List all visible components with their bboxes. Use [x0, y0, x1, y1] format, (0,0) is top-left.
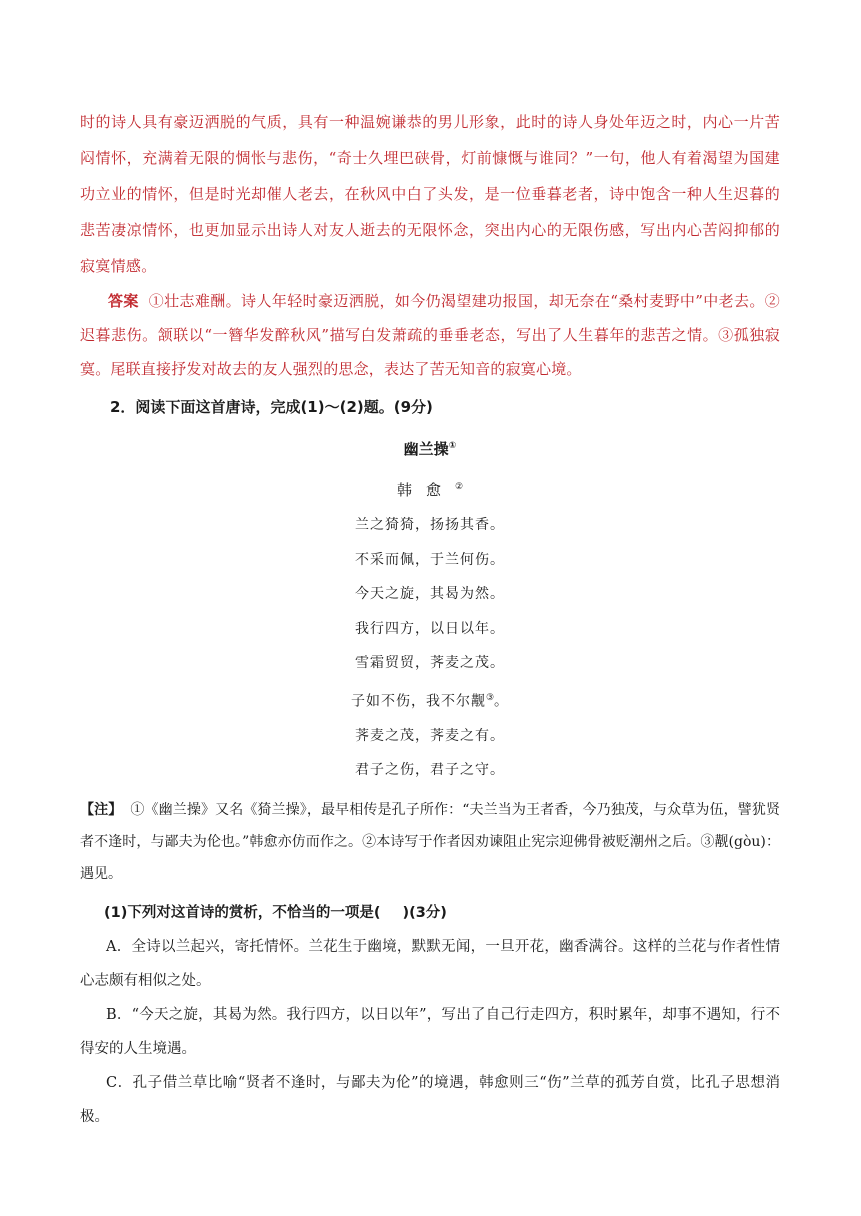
poem-author-text: 韩愈 — [396, 481, 455, 499]
sub-question-1 — [80, 896, 780, 930]
option-a: A．全诗以兰起兴，寄托情怀。兰花生于幽境，默默无闻，一旦开花，幽香满谷。这样的兰花与作者性情心志颇有相似之处。 — [80, 938, 780, 989]
sub-question-points: )(3分) — [402, 904, 447, 921]
poem-line: 君子之伤，君子之守。 — [355, 762, 505, 779]
poem-line-text: 子如不伤，我不尔觏 — [350, 693, 486, 710]
option-c: C．孔子借兰草比喻“贤者不逢时，与鄙夫为伦”的境遇，韩愈则三“伤”兰草的孤芳自赏，比孔子思想消极。 — [80, 1074, 780, 1125]
analysis-paragraph: 时的诗人具有豪迈洒脱的气质，具有一种温婉谦恭的男儿形象，此时的诗人身处年迈之时，内心一片苦闷情怀，充满着无限的惆怅与悲伤，“奇士久埋巴硖骨，灯前慷慨与谁同？”一句，他人有着渴望为国建功立业的情怀，但是时光却催人老去，在秋风中白了头发，是一位垂暮老者，诗中饱含一种人生迟暮的悲苦凄凉情怀，也更加显示出诗人对友人逝去的无限怀念，突出内心的无限伤感，写出内心苦闷抑郁的寂寞情感。 — [80, 113, 780, 275]
poem-line: 我行四方，以日以年。 — [355, 620, 505, 637]
poem-line: 今天之旋，其曷为然。 — [355, 586, 505, 602]
poem-line-footnote-mark: ③ — [485, 692, 495, 703]
question-heading: 2．阅读下面这首唐诗，完成(1)～(2)题。(9分) — [110, 398, 433, 416]
answer-label: 答案 — [108, 292, 139, 310]
option-b: B．“今天之旋，其曷为然。我行四方，以日以年”，写出了自己行走四方，积时累年，却事不遇知，行不得安的人生境遇。 — [80, 1006, 780, 1057]
poem-title — [80, 426, 780, 469]
poem-title-text: 幽兰操 — [403, 440, 449, 458]
poem-line: 荠麦之茂，荠麦之有。 — [355, 727, 505, 744]
poem-author — [80, 469, 780, 508]
document-content — [80, 104, 780, 1134]
poem-block — [80, 426, 780, 788]
answer-text: ①壮志难酬。诗人年轻时豪迈洒脱，如今仍渴望建功报国，却无奈在“桑村麦野中”中老去。②迟暮悲伤。颔联以“一簪华发醉秋风”描写白发萧疏的垂垂老态，写出了人生暮年的悲苦之情。③孤独寂寞。尾联直接抒发对故去的友人强烈的思念，表达了苦无知音的寂寞心境。 — [80, 292, 780, 378]
poem-line-tail: 。 — [494, 693, 510, 710]
poem-line — [80, 681, 780, 719]
sub-question-text: (1)下列对这首诗的赏析，不恰当的一项是( — [104, 904, 381, 921]
footnote-paragraph — [80, 794, 780, 890]
footnote-label: 【注】 — [80, 801, 123, 818]
answer-paragraph — [80, 284, 780, 386]
poem-line: 雪霜贸贸，荠麦之茂。 — [355, 655, 505, 671]
poem-line: 兰之猗猗，扬扬其香。 — [355, 517, 505, 533]
poem-title-footnote-mark: ① — [448, 441, 457, 451]
poem-line: 不采而佩，于兰何伤。 — [355, 551, 505, 568]
footnote-text: ①《幽兰操》又名《猗兰操》，最早相传是孔子所作：“夫兰当为王者香，今乃独茂，与众草为伍，譬犹贤者不逢时，与鄙夫为伦也。”韩愈亦仿而作之。②本诗写于作者因劝谏阻止宪宗迎佛骨被贬潮州之后。③觏(gòu)：遇见。 — [80, 801, 780, 882]
poem-author-footnote-mark: ② — [454, 482, 464, 492]
